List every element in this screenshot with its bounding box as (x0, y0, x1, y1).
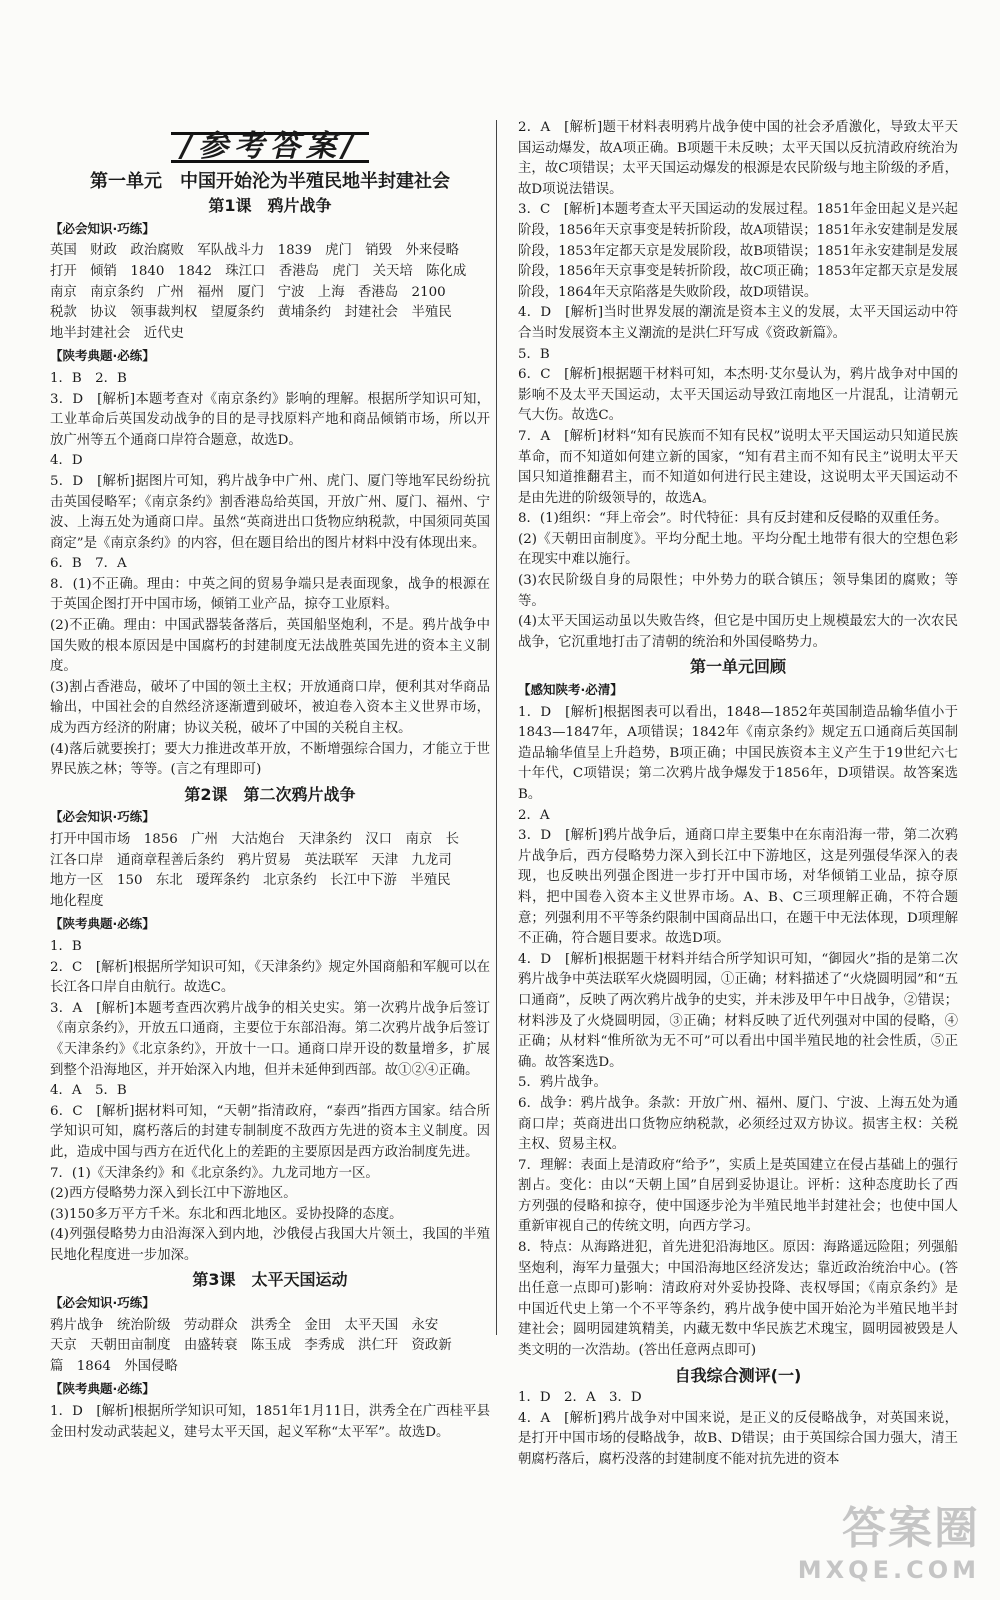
answer-item: 4．D [解析]根据题干材料并结合所学知识可知，“御园火”指的是第二次鸦片战争中英法联军火烧圆明园，①正确；材料描述了“火烧圆明园”和“五口通商”，反映了两次鸦片战争的史实，并未涉及甲午中日战争，②错误；材料涉及了火烧圆明园，③正确；材料反映了近代列强对中国的侵略，④正确；从材料“惟所欲为无不可”可以看出中国半殖民地的社会性质，⑤正确。故答案选D。 (518, 951, 958, 1070)
answer-item: 1．D 2．A 3．D (518, 1390, 642, 1406)
answer-item: 5．B (518, 346, 550, 362)
answer-item: (2)《天朝田亩制度》。平均分配土地。平均分配土地带有很大的空想色彩在现实中难以施行。 (518, 531, 958, 568)
answer-item: 1．D [解析]根据所学知识可知，1851年1月11日，洪秀全在广西桂平县金田村发动武装起义，建号太平天国，起义军称“太平军”。故选D。 (50, 1404, 490, 1440)
keyword-line: 地化程度 (50, 893, 104, 909)
keyword-line: 税款 协议 领事裁判权 望厦条约 黄埔条约 封建社会 半殖民 (50, 305, 452, 321)
answer-list (50, 369, 490, 781)
answer-item: (4)列强侵略势力由沿海深入到内地，沙俄侵占我国大片领土，我国的半殖民地化程度进一步加深。 (50, 1227, 490, 1263)
unit-title: 第一单元 中国开始沦为半殖民地半封建社会 (90, 170, 450, 192)
answer-list (50, 937, 490, 1267)
answer-item: 1．D [解析]根据图表可以看出，1848—1852年英国制造品输华值小于1843—1847年，A项错误；1842年《南京条约》规定五口通商后英国制造品输华值呈上升趋势，B项正确；中国民族资本主义产生于19世纪六七十年代，C项错误；第二次鸦片战争爆发于1856年，D项错误。故答案选B。 (518, 704, 958, 802)
answer-item: 6．战争：鸦片战争。条款：开放广州、福州、厦门、宁波、上海五处为通商口岸；英商进出口货物应纳税款，必须经过双方协议。损害主权：关税主权、贸易主权。 (518, 1095, 958, 1153)
left-column (50, 118, 490, 1443)
answer-list (518, 118, 958, 653)
answer-item: (3)150多万平方千米。东北和西北地区。妥协投降的态度。 (50, 1206, 403, 1222)
right-column (518, 118, 958, 1471)
answer-item: 8．特点：从海路进犯，首先进犯沿海地区。原因：海路遥远险阻；列强船坚炮利，海军力量强大；中国沿海地区经济发达；靠近政治统治中心。(答出任意一点即可)影响：清政府对外妥协投降、丧权辱国；《南京条约》是中国近代史上第一个不平等条约，鸦片战争使中国开始沦为半殖民地半封建社会；圆明园建筑精美，内藏无数中华民族艺术瑰宝，圆明园被毁是人类文明的一次浩劫。(答出任意两点即可) (518, 1240, 958, 1359)
keyword-line: 江各口岸 通商章程善后条约 鸦片贸易 英法联军 天津 九龙司 (50, 852, 452, 868)
section-label: 【陕考典题·必练】 (50, 348, 155, 364)
answer-item: 3．D [解析]鸦片战争后，通商口岸主要集中在东南沿海一带，第二次鸦片战争后，西方侵略势力深入到长江中下游地区，这是列强侵华深入的表现，也反映出列强企图进一步打开中国市场，对华倾销工业品，掠夺原料，把中国卷入资本主义世界市场。A、B、C三项理解正确，不符合题意；列强利用不平等条约限制中国商品出口，在题干中无法体现，D项理解不正确，符合题目要求。故选D项。 (518, 828, 958, 947)
section-label: 【必会知识·巧练】 (50, 220, 155, 236)
answer-list (518, 1388, 958, 1470)
answer-item: 4．D (50, 453, 83, 469)
section-label: 【必会知识·巧练】 (50, 1295, 155, 1311)
answer-item: 5．D [解析]据图片可知，鸦片战争中广州、虎门、厦门等地军民纷纷抗击英国侵略军；《南京条约》割香港岛给英国，开放广州、厦门、福州、宁波、上海五处为通商口岸。虽然“英商进出口货物应纳税款，中国须同英国商定”是《南京条约》的内容，但在题目给出的图片材料中没有体现出来。 (50, 473, 490, 551)
keyword-line: 篇 1864 外国侵略 (50, 1358, 178, 1374)
answer-item: 4．D [解析]当时世界发展的潮流是资本主义的发展，太平天国运动中符合当时发展资本主义潮流的是洪仁玕写成《资政新篇》。 (518, 305, 958, 341)
answer-list (518, 703, 958, 1362)
answer-item: 8．(1)组织：“拜上帝会”。时代特征：具有反封建和反侵略的双重任务。 (518, 511, 948, 527)
answer-item: 1．B (50, 938, 82, 954)
answer-item: (4)落后就要挨打；要大力推进改革开放，不断增强综合国力，才能立于世界民族之林；等等。(言之有理即可) (50, 741, 490, 778)
keyword-block (50, 1316, 490, 1378)
watermark-logo: 答案圈 (842, 1503, 980, 1554)
answer-item: 8．(1)不正确。理由：中英之间的贸易争端只是表面现象，战争的根源在于英国企图打开中国市场，倾销工业产品，掠夺工业原料。 (50, 576, 490, 613)
keyword-line: 天京 天朝田亩制度 由盛转衰 陈玉成 李秀成 洪仁玕 资政新 (50, 1338, 452, 1354)
answer-item: (3)割占香港岛，破坏了中国的领土主权；开放通商口岸，便利其对华商品输出，中国社会的自然经济逐渐遭到破坏，被迫卷入资本主义世界市场，成为西方经济的附庸；协议关税，破坏了中国的关税自主权。 (50, 679, 490, 737)
keyword-line: 鸦片战争 统治阶级 劳动群众 洪秀全 金田 太平天国 永安 (50, 1317, 439, 1333)
keyword-line: 地半封建社会 近代史 (50, 325, 184, 341)
answer-item: 2．A [解析]题干材料表明鸦片战争使中国的社会矛盾激化，导致太平天国运动爆发，故A项正确。B项题干未反映；太平天国以反抗清政府统治为主，故C项错误；太平天国运动爆发的根源是农民阶级与地主阶级的矛盾，故D项说法错误。 (518, 120, 958, 197)
section-label: 【必会知识·巧练】 (50, 809, 155, 825)
answer-item: (2)不正确。理由：中国武器装备落后，英国船坚炮利，不是。鸦片战争中国失败的根本原因是中国腐朽的封建制度无法战胜英国先进的资本主义制度。 (50, 618, 490, 675)
keyword-block (50, 241, 490, 344)
answer-item: 6．C [解析]根据题干材料可知，本杰明·艾尔曼认为，鸦片战争对中国的影响不及太平天国运动，太平天国运动导致江南地区一片混乱，让清朝元气大伤。故选C。 (518, 367, 958, 424)
answer-item: 4．A [解析]鸦片战争对中国来说，是正义的反侵略战争，对英国来说，是打开中国市场的侵略战争，故B、D错误；由于英国综合国力强大，清王朝腐朽落后，腐朽没落的封建制度不能对抗先进的资本 (518, 1410, 958, 1467)
answer-item: 7．理解：表面上是清政府“给予”，实质上是英国建立在侵占基础上的强行割占。变化：由以“天朝上国”自居到妥协退让。评析：这种态度助长了西方列强的侵略和掠夺，使中国逐步沦为半殖民地半封建社会；也使中国人重新审视自己的传统文明，向西方学习。 (518, 1157, 958, 1235)
answer-item: 6．C [解析]据材料可知，“天朝”指清政府，“泰西”指西方国家。结合所学知识可知，腐朽落后的封建专制制度不敌西方先进的资本主义制度。因此，造成中国与西方在近代化上的差距的主要原因是西方政治制度先进。 (50, 1103, 490, 1160)
answer-item: 3．A [解析]本题考查西次鸦片战争的相关史实。第一次鸦片战争后签订《南京条约》，开放五口通商，主要位于东部沿海。第二次鸦片战争后签订《天津条约》《北京条约》，开放十一口。通商口岸开设的数量增多，扩展到整个沿海地区，并开始深入内地，但并未延伸到西部。故①②④正确。 (50, 1000, 490, 1078)
unit-review-title: 第一单元回顾 (689, 657, 786, 677)
watermark-url: MXQE.COM (797, 1556, 980, 1584)
answer-item: (4)太平天国运动虽以失败告终，但它是中国历史上规模最宏大的一次农民战争，它沉重地打击了清朝的统治和外国侵略势力。 (518, 614, 958, 650)
lesson-2-title: 第2课 第二次鸦片战争 (184, 784, 356, 804)
answer-item: 1．B 2．B (50, 370, 127, 386)
section-label: 【陕考典题·必练】 (50, 1381, 155, 1397)
answer-item: 3．D [解析]本题考查对《南京条约》影响的理解。根据所学知识可知，工业革命后英国发动战争的目的是寻找原料产地和商品倾销市场，所以开放广州等五个通商口岸符合题意，故选D。 (50, 391, 490, 448)
keyword-line: 地方一区 150 东北 瑷珲条约 北京条约 长江中下游 半殖民 (50, 873, 451, 889)
column-divider (496, 120, 497, 1335)
answer-item: 7．(1)《天津条约》和《北京条约》。九龙司地方一区。 (50, 1165, 379, 1181)
section-label: 【感知陕考·必清】 (518, 682, 623, 698)
keyword-line: 南京 南京条约 广州 福州 厦门 宁波 上海 香港岛 2100 (50, 284, 446, 300)
answer-item: 2．A (518, 807, 550, 823)
banner (50, 129, 490, 164)
keyword-line: 打开中国市场 1856 广州 大沽炮台 天津条约 汉口 南京 长 (50, 832, 460, 847)
answer-item: 4．A 5．B (50, 1083, 127, 1099)
self-test-title: 自我综合测评(一) (674, 1365, 802, 1385)
answer-item: 2．C [解析]根据所学知识可知，《天津条约》规定外国商船和军舰可以在长江各口岸自由航行。故选C。 (50, 959, 490, 996)
lesson-1-title: 第1课 鸦片战争 (208, 196, 332, 216)
answer-list (50, 1402, 490, 1443)
lesson-3-title: 第3课 太平天国运动 (192, 1270, 348, 1290)
answer-item: 7．A [解析]材料“知有民族而不知有民权”说明太平天国运动只知道民族革命，而不知道如何建立新的国家，“知有君主而不知有民主”说明太平天国只知道推翻君主，而不知道如何进行民主建设，这说明太平天国运动不是由先进的阶级领导的，故选A。 (518, 428, 958, 506)
keyword-block (50, 830, 490, 912)
keyword-line: 打开 倾销 1840 1842 珠江口 香港岛 虎门 关天培 陈化成 (50, 263, 467, 279)
answer-item: 5．鸦片战争。 (518, 1075, 607, 1091)
answer-item: 3．C [解析]本题考查太平天国运动的发展过程。1851年金田起义是兴起阶段，1856年天京事变是转折阶段，故A项错误；1851年永安建制是发展阶段，1853年定都天京是发展阶段，故B项错误；1851年永安建制是发展阶段，1856年天京事变是转折阶段，故C项正确；1853年定都天京是发展阶段，1864年天京陷落是失败阶段，故D项错误。 (518, 202, 958, 300)
keyword-line: 英国 财政 政治腐败 军队战斗力 1839 虎门 销毁 外来侵略 (50, 243, 460, 259)
watermark (798, 1492, 980, 1584)
answer-item: 6．B 7．A (50, 556, 127, 572)
answer-item: (3)农民阶级自身的局限性；中外势力的联合镇压；领导集团的腐败；等等。 (518, 573, 958, 609)
section-label: 【陕考典题·必练】 (50, 916, 155, 932)
answer-item: (2)西方侵略势力深入到长江中下游地区。 (50, 1186, 297, 1202)
banner-title: /参考答案/ (171, 132, 369, 163)
